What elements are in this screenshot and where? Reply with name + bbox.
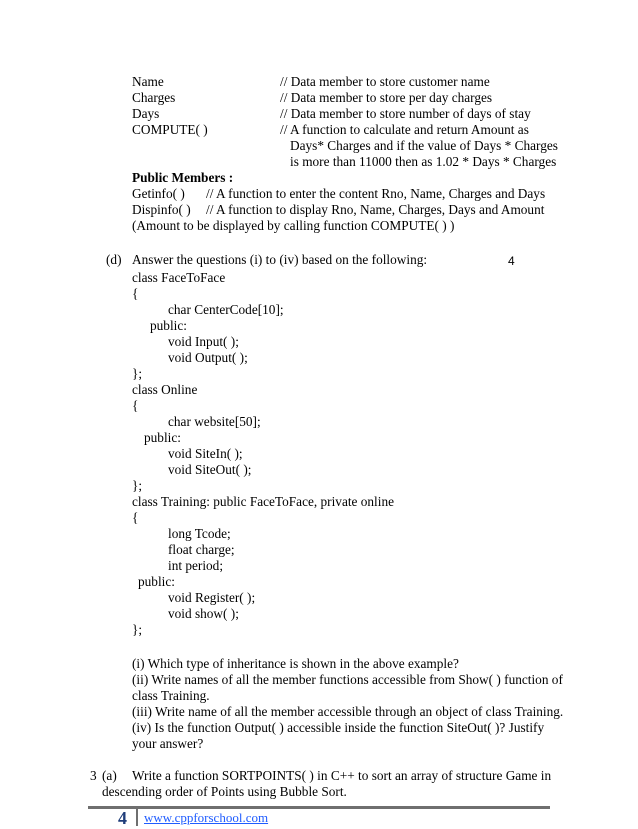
public-getinfo-desc: // A function to enter the content Rno, Name, Charges and Days — [206, 186, 546, 201]
footer-divider — [136, 809, 138, 826]
code-line: void Register( ); — [168, 590, 256, 605]
public-dispinfo-desc: // A function to display Rno, Name, Charges, Days and Amount — [206, 202, 545, 217]
code-line: }; — [132, 366, 143, 381]
footer-rule — [88, 806, 550, 809]
public-members-heading: Public Members : — [132, 170, 234, 185]
code-line: void show( ); — [168, 606, 239, 621]
code-line: { — [132, 286, 139, 301]
sub-question: (i) Which type of inheritance is shown in the above example? — [132, 656, 459, 671]
question-d-label: (d) — [106, 252, 122, 267]
public-dispinfo: Dispinfo( ) — [132, 202, 191, 217]
code-line: float charge; — [168, 542, 235, 557]
member-name-desc: // Data member to store customer name — [280, 74, 490, 89]
sub-question: your answer? — [132, 736, 204, 751]
question-3-line2: descending order of Points using Bubble Sort. — [102, 784, 347, 799]
code-line: class Online — [132, 382, 198, 397]
code-line: char website[50]; — [168, 414, 261, 429]
code-line: { — [132, 398, 139, 413]
code-line: public: — [150, 318, 187, 333]
question-d-text: Answer the questions (i) to (iv) based on the following: — [132, 252, 428, 267]
code-line: public: — [144, 430, 181, 445]
member-charges: Charges — [132, 90, 176, 105]
question-3-label: (a) — [102, 768, 117, 783]
member-compute-desc: // A function to calculate and return Amount as — [280, 122, 529, 137]
member-days: Days — [132, 106, 160, 121]
code-line: char CenterCode[10]; — [168, 302, 284, 317]
code-line: class Training: public FaceToFace, private online — [132, 494, 394, 509]
public-getinfo: Getinfo( ) — [132, 186, 185, 201]
code-line: void Input( ); — [168, 334, 239, 349]
code-line: class FaceToFace — [132, 270, 226, 285]
code-line: void Output( ); — [168, 350, 248, 365]
member-name: Name — [132, 74, 164, 89]
sub-question: (iii) Write name of all the member accessible through an object of class Training. — [132, 704, 564, 719]
code-line: }; — [132, 478, 143, 493]
code-line: { — [132, 510, 139, 525]
code-line: public: — [138, 574, 175, 589]
footer-page-number: 4 — [118, 808, 127, 828]
code-line: void SiteIn( ); — [168, 446, 243, 461]
sub-question: (ii) Write names of all the member functions accessible from Show( ) function of — [132, 672, 563, 687]
sub-question: class Training. — [132, 688, 210, 703]
sub-question: (iv) Is the function Output( ) accessible inside the function SiteOut( )? Justify — [132, 720, 545, 735]
code-line: int period; — [168, 558, 224, 573]
code-line: }; — [132, 622, 143, 637]
footer-url-link[interactable]: www.cppforschool.com — [144, 810, 269, 825]
question-d-marks: 4 — [508, 254, 515, 268]
question-3-number: 3 — [90, 768, 97, 783]
compute-cont-2: is more than 11000 then as 1.02 * Days * Charges — [290, 154, 557, 169]
code-line: void SiteOut( ); — [168, 462, 252, 477]
amount-note: (Amount to be displayed by calling function COMPUTE( ) ) — [132, 218, 455, 233]
member-compute: COMPUTE( ) — [132, 122, 208, 137]
question-3-line1: Write a function SORTPOINTS( ) in C++ to sort an array of structure Game in — [132, 768, 552, 783]
member-days-desc: // Data member to store number of days of stay — [280, 106, 531, 121]
code-line: long Tcode; — [168, 526, 231, 541]
member-charges-desc: // Data member to store per day charges — [280, 90, 493, 105]
compute-cont-1: Days* Charges and if the value of Days * Charges — [290, 138, 558, 153]
